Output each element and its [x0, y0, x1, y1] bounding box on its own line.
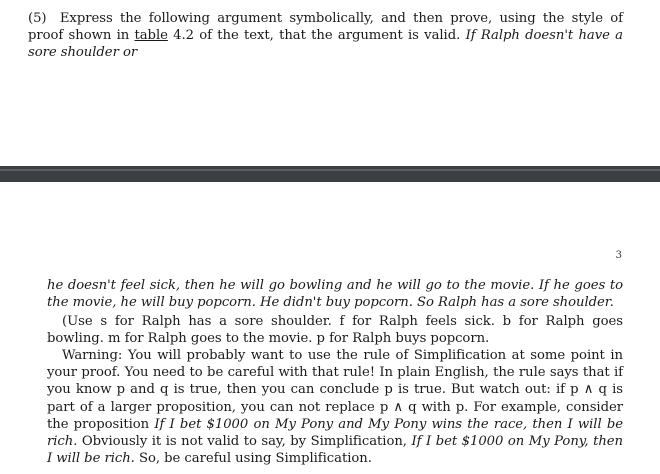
warning-text: Warning: You will probably want to use the rule of Simplification at some point in your proof. You need to be careful with that rule! In plain English, the rule says that if you know p and q is true, then you can conclude p is true. But watch out: if p ∧ q is part of a larger proposition, you can not replace p ∧ q with p. For example, consider the proposition [47, 348, 623, 432]
variable-legend: (Use s for Ralph has a sore shoulder. f for Ralph feels sick. b for Ralph goes bowling. m for Ralph goes to the movie. p for Ralph buys popcorn. [47, 314, 623, 347]
page-top-fragment [0, 0, 660, 166]
argument-continuation [47, 277, 623, 311]
problem-intro-text-2: 4.2 of the text, that the argument is valid. [173, 28, 461, 44]
warning-example-2: If I bet $1000 on My Pony, then I will be rich. [47, 434, 623, 467]
argument-start: If Ralph doesn't have a sore shoulder or [28, 28, 623, 61]
page-divider [0, 166, 660, 182]
argument-rest: he doesn't feel sick, then he will go bowling and he will go to the movie. If he goes to the movie, he will buy popcorn. He didn't buy popcorn. So Ralph has a sore shoulder. [47, 278, 623, 311]
warning-text-2: Obviously it is not valid to say, by Simplification, [81, 434, 407, 450]
problem-number: (5) [28, 11, 47, 26]
warning-text-3: So, be careful using Simplification. [138, 451, 372, 467]
warning-paragraph [47, 347, 623, 467]
problem-5-intro [28, 10, 623, 62]
page-number: 3 [615, 250, 622, 261]
warning-example-1: If I bet $1000 on My Pony and My Pony wins the race, then I will be rich. [47, 416, 623, 450]
page-bottom-fragment [0, 182, 660, 474]
table-reference-link[interactable]: table [134, 28, 168, 44]
problem-intro-text: Express the following argument symbolically, and then prove, using the style of proof shown in [28, 11, 623, 44]
